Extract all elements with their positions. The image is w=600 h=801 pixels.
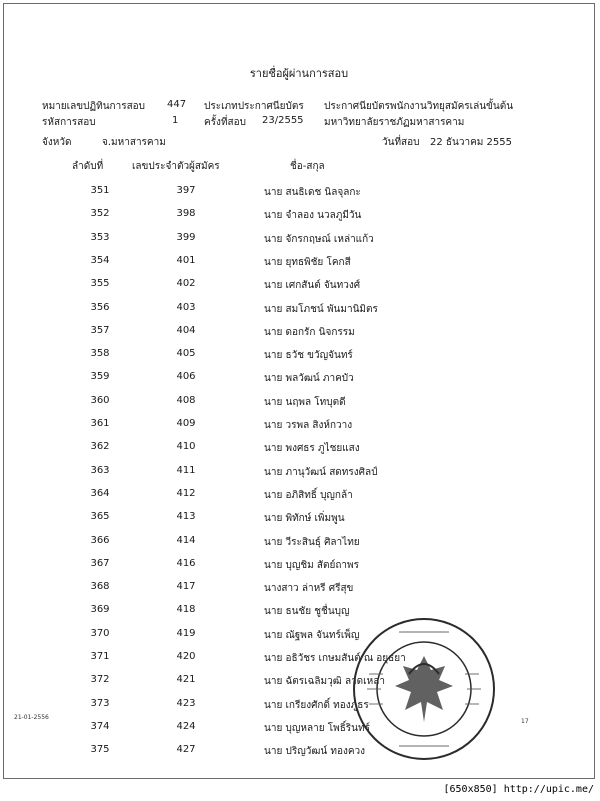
table-row [4,278,594,302]
table-row [4,441,594,465]
province-label: จังหวัด [42,137,72,148]
image-host-label: [650x850] http://upic.me/ [443,784,594,795]
table-row [4,744,594,768]
row-seat-number: 427 [176,744,196,756]
row-seat-number: 414 [176,534,196,546]
exam-type: ประเภทประกาศนียบัตร [204,101,304,112]
table-row [4,302,594,326]
row-order: 363 [90,464,110,476]
row-seat-number: 403 [176,301,196,313]
column-header-seat: เลขประจำตัวผู้สมัคร [132,161,220,172]
exam-code-value: 1 [172,115,179,126]
row-candidate-name: นางสาว ล่าหรี ศรีสุข [264,583,354,595]
row-seat-number: 424 [176,720,196,732]
row-candidate-name: นาย ยุทธพิชัย โคกสี [264,256,351,268]
row-seat-number: 412 [176,487,196,499]
column-header-name: ชื่อ-สกุล [290,161,325,172]
column-header-order: ลำดับที่ [72,161,104,172]
table-row [4,232,594,256]
row-order: 373 [90,697,110,709]
row-seat-number: 419 [176,627,196,639]
row-candidate-name: นาย จำลอง นวลภูมีวัน [264,210,362,222]
row-candidate-name: นาย ดอกรัก นิจกรรม [264,326,355,338]
row-seat-number: 413 [176,511,196,523]
row-seat-number: 420 [176,651,196,662]
row-order: 360 [90,394,110,406]
row-order: 364 [90,487,110,499]
row-seat-number: 402 [176,278,196,290]
exam-code-label: รหัสการสอบ [42,117,96,128]
round-value: 23/2555 [262,115,304,126]
table-row [4,628,594,652]
table-row [4,721,594,745]
table-row [4,558,594,582]
row-candidate-name: นาย เศกสันต์ จันทวงศ์ [264,280,361,292]
table-row [4,465,594,489]
exam-id-value: 447 [167,99,187,110]
exam-date-value: 22 ธันวาคม 2555 [430,137,512,148]
row-candidate-name: นาย นฤพล โทบุตดี [264,396,346,408]
row-candidate-name: นาย เกรียงศักดิ์ ทองภูธร [264,699,369,711]
row-seat-number: 417 [176,581,196,593]
row-order: 368 [90,581,110,593]
table-row [4,698,594,722]
row-seat-number: 410 [176,441,196,453]
row-candidate-name: นาย จักรกฤษณ์ เหล่าแก้ว [264,233,374,245]
row-order: 357 [90,324,110,336]
page-title: รายชื่อผู้ผ่านการสอบ [249,67,349,80]
row-candidate-name: นาย ภานุวัฒน์ สดทรงศิลป์ [264,466,378,478]
row-seat-number: 398 [176,208,196,220]
row-order: 371 [90,651,110,662]
exam-id-label: หมายเลขปฏิทินการสอบ [42,101,146,112]
row-candidate-name: นาย วรพล สิงห์กวาง [264,420,353,431]
row-order: 352 [90,208,110,220]
row-seat-number: 418 [176,604,196,616]
province-value: จ.มหาสารคาม [102,137,166,148]
table-row [4,395,594,419]
row-seat-number: 406 [176,371,196,383]
row-candidate-name: นาย พงศธร ภูไชยแสง [264,443,360,455]
row-candidate-name: นาย ธนชัย ชูชื่นบุญ [264,606,350,618]
row-candidate-name: นาย สนธิเดช นิลจุลกะ [264,187,361,198]
table-row [4,185,594,209]
row-seat-number: 399 [176,231,196,243]
row-seat-number: 409 [176,418,196,429]
table-row [4,535,594,559]
row-candidate-name: นาย ฉัตรเฉลิมวุฒิ ลาดเหลา [264,676,385,688]
table-row [4,255,594,279]
row-candidate-name: นาย ธวัช ขวัญจันทร์ [264,350,353,362]
row-order: 354 [90,254,110,266]
row-candidate-name: นาย วีระสินธุ์ ศิลาไทย [264,536,360,548]
row-seat-number: 423 [176,697,196,709]
row-seat-number: 408 [176,394,196,406]
row-order: 372 [90,674,110,686]
table-row [4,371,594,395]
row-seat-number: 397 [176,185,196,196]
row-candidate-name: นาย อธิวัชร เกษมสันต์ ณ อยุธยา [264,653,406,664]
row-candidate-name: นาย พิทักษ์ เพิ่มพูน [264,513,345,525]
row-order: 367 [90,557,110,569]
row-seat-number: 421 [176,674,196,686]
row-order: 362 [90,441,110,453]
page-number: 17 [521,718,529,725]
footer-date: 21-01-2556 [14,714,49,721]
row-order: 374 [90,720,110,732]
row-order: 359 [90,371,110,383]
venue: มหาวิทยาลัยราชภัฏมหาสารคาม [324,117,465,128]
row-order: 351 [90,185,110,196]
image-host-bar [0,779,600,801]
official-seal-stamp [349,614,499,764]
row-order: 356 [90,301,110,313]
row-candidate-name: นาย บุญชิม สัตย์ถาพร [264,559,360,571]
table-row [4,348,594,372]
row-candidate-name: นาย อภิสิทธิ์ บุญกล้า [264,489,353,501]
row-order: 353 [90,231,110,243]
row-order: 361 [90,418,110,429]
document-page [3,3,595,779]
round-label: ครั้งที่สอบ [204,117,246,128]
table-row [4,488,594,512]
row-candidate-name: นาย บุญหลาย โพธิ์รินทร์ [264,722,370,734]
table-row [4,674,594,698]
row-seat-number: 401 [176,254,196,266]
table-row [4,651,594,675]
row-order: 375 [90,744,110,756]
row-order: 355 [90,278,110,290]
row-candidate-name: นาย สมโภชน์ พันมานิมิตร [264,303,378,315]
table-row [4,418,594,442]
table-row [4,208,594,232]
table-row [4,581,594,605]
row-order: 369 [90,604,110,616]
row-seat-number: 416 [176,557,196,569]
row-candidate-name: นาย ปริญวัฒน์ ทองควง [264,746,366,758]
row-seat-number: 411 [176,464,196,476]
row-seat-number: 405 [176,348,196,360]
row-order: 365 [90,511,110,523]
table-row [4,325,594,349]
table-row [4,511,594,535]
row-candidate-name: นาย พลวัฒน์ ภาคบัว [264,373,354,385]
table-row [4,604,594,628]
row-order: 366 [90,534,110,546]
exam-description: ประกาศนียบัตรพนักงานวิทยุสมัครเล่นขั้นต้น [324,101,514,112]
row-candidate-name: นาย ณัฐพล จันทร์เพ็ญ [264,629,360,641]
row-order: 358 [90,348,110,360]
row-seat-number: 404 [176,324,196,336]
row-order: 370 [90,627,110,639]
exam-date-label: วันที่สอบ [382,137,420,148]
